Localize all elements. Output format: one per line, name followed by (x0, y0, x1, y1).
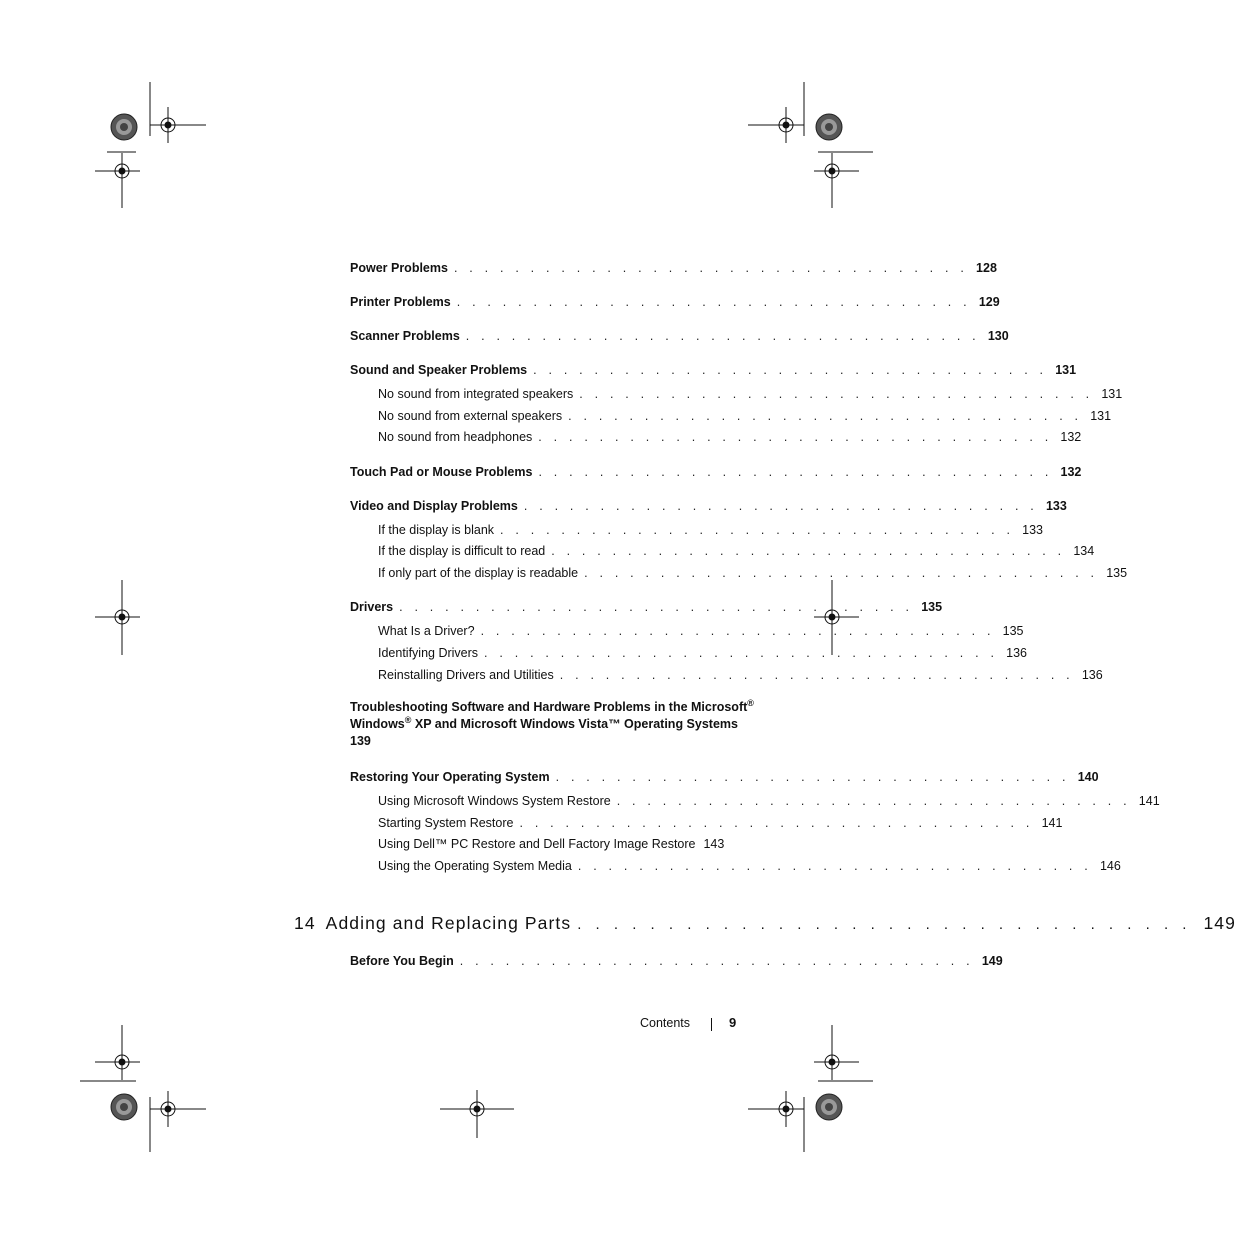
toc-entry-troubleshooting-software-hardware[interactable] (350, 697, 754, 750)
toc-entry-label: Touch Pad or Mouse Problems (350, 465, 533, 479)
dot-leader: . . . . . . . . . . . . . . . . . . . . . . . . . . . . . . . . . . (453, 261, 969, 275)
dot-leader: . . . . . . . . . . . . . . . . . . . . . . . . . . . . . . . . . . (616, 794, 1131, 808)
dot-leader: . . . . . . . . . . . . . . . . . . . . . . . . . . . . . . . . . . (555, 770, 1070, 784)
toc-entry-display-partial[interactable] (378, 565, 1128, 581)
toc-entry-identifying-drivers[interactable] (378, 645, 1027, 661)
toc-entry-page: 128 (976, 261, 997, 275)
toc-entry-page: 133 (1022, 523, 1043, 537)
toc-entry-label: Scanner Problems (350, 329, 460, 343)
toc-entry-page: 136 (1081, 668, 1103, 682)
toc-entry-reinstalling-drivers[interactable] (378, 667, 1103, 683)
dot-leader: . . . . . . . . . . . . . . . . . . . . . . . . . . . . . . . . . . (459, 954, 974, 968)
dot-leader: . . . . . . . . . . . . . . . . . . . . . . . . . . . . . . . . . . (465, 329, 980, 343)
footer-page-number: 9 (729, 1015, 737, 1030)
toc-entry-display-blank[interactable] (378, 522, 1043, 538)
toc-entry-label: What Is a Driver? (378, 624, 475, 638)
dot-leader: . . . . . . . . . . . . . . . . . . . . . . . . . . . . . . . . . . (579, 387, 1094, 401)
toc-entry-before-you-begin[interactable] (350, 953, 1003, 969)
toc-entry-label: Sound and Speaker Problems (350, 363, 528, 377)
toc-entry-touchpad-mouse[interactable] (350, 464, 1082, 480)
toc-entry-page: 134 (1073, 544, 1095, 558)
toc-entry-label: If the display is difficult to read (378, 544, 546, 558)
toc-entry-label: Reinstalling Drivers and Utilities (378, 668, 554, 682)
toc-entry-label-text: Windows (350, 717, 405, 731)
dot-leader: . . . . . . . . . . . . . . . . . . . . . . . . . . . . . . . . . . (584, 566, 1099, 580)
dot-leader: . . . . . . . . . . . . . . . . . . . . . . . . . . . . . . . . . . (568, 409, 1083, 423)
toc-entry-label: No sound from external speakers (378, 409, 563, 423)
toc-entry-page: 131 (1090, 409, 1112, 423)
toc-entry-page: 132 (1060, 465, 1082, 479)
dot-leader: . . . . . . . . . . . . . . . . . . . . . . . . . . . . . . . . . . (533, 363, 1048, 377)
registered-mark: ® (404, 714, 412, 725)
toc-entry-printer-problems[interactable] (350, 294, 1000, 310)
dot-leader: . . . . . . . . . . . . . . . . . . . . . . . . . . . . . . . . . . (399, 600, 914, 614)
toc-entry-page: 143 (703, 837, 725, 851)
toc-entry-display-difficult[interactable] (378, 543, 1095, 559)
toc-entry-power-problems[interactable] (350, 260, 997, 276)
dot-leader: . . . . . . . . . . . . . . . . . . . . . . . . . . . . . . . . . . (456, 295, 971, 309)
dot-leader: . . . . . . . . . . . . . . . . . . . . . . . . . . . . . . . . . . (538, 465, 1053, 479)
toc-entry-page: 135 (921, 600, 943, 614)
toc-entry-system-restore[interactable] (378, 793, 1160, 809)
toc-entry-page: 139 (350, 734, 371, 748)
dot-leader: . . . . . . . . . . . . . . . . . . . . . . . . . . . . . . . . . . (484, 646, 999, 660)
toc-entry-label: Printer Problems (350, 295, 451, 309)
footer-divider (711, 1018, 712, 1031)
toc-entry-integrated-speakers[interactable] (378, 386, 1123, 402)
toc-entry-label: Using the Operating System Media (378, 859, 572, 873)
toc-entry-page: 141 (1041, 816, 1063, 830)
toc-entry-label: Using Dell™ PC Restore and Dell Factory Image Restore (378, 837, 696, 851)
toc-entry-label: Using Microsoft Windows System Restore (378, 794, 611, 808)
toc-entry-page: 140 (1077, 770, 1099, 784)
toc-entry-page: 133 (1045, 499, 1067, 513)
toc-entry-restoring-os[interactable] (350, 769, 1099, 785)
toc-entry-page: 129 (978, 295, 1000, 309)
chapter-title: Adding and Replacing Parts (325, 913, 572, 933)
toc-entry-label-line-2 (350, 716, 750, 733)
toc-entry-page: 131 (1055, 363, 1077, 377)
dot-leader: . . . . . . . . . . . . . . . . . . . . . . . . . . . . . . . . . . (577, 859, 1092, 873)
toc-entry-label: Starting System Restore (378, 816, 514, 830)
toc-entry-page: 131 (1101, 387, 1123, 401)
dot-leader: . . . . . . . . . . . . . . . . . . . . . . . . . . . . . . . . . . (519, 816, 1034, 830)
toc-entry-label: Power Problems (350, 261, 448, 275)
dot-leader: . . . . . . . . . . . . . . . . . . . . . . . . . . . . . . . . . . (559, 668, 1074, 682)
toc-entry-scanner-problems[interactable] (350, 328, 1009, 344)
toc-entry-external-speakers[interactable] (378, 408, 1112, 424)
toc-entry-sound-speaker-problems[interactable] (350, 362, 1077, 378)
toc-entry-label-text: Troubleshooting Software and Hardware Problems in the Microsoft (350, 700, 748, 714)
toc-entry-dell-pc-restore[interactable] (378, 836, 725, 852)
toc-entry-drivers[interactable] (350, 599, 943, 615)
toc-entry-page: 135 (1106, 566, 1128, 580)
dot-leader: . . . . . . . . . . . . . . . . . . . . . . . . . . . . . . . . . . (480, 624, 995, 638)
toc-entry-label-text: XP and Microsoft Windows Vista™ Operating Systems (411, 717, 738, 731)
toc-entry-label: Identifying Drivers (378, 646, 479, 660)
toc-entry-label: Restoring Your Operating System (350, 770, 550, 784)
footer-section-label: Contents (640, 1016, 691, 1030)
dot-leader: . . . . . . . . . . . . . . . . . . . . . . . . . . . . . . . . . . (551, 544, 1066, 558)
toc-entry-page: 130 (987, 329, 1009, 343)
toc-entry-page: 146 (1099, 859, 1121, 873)
toc-entry-label: Drivers (350, 600, 394, 614)
toc-entry-page: 135 (1002, 624, 1024, 638)
toc-chapter-heading[interactable] (294, 913, 1236, 934)
toc-entry-label: If only part of the display is readable (378, 566, 579, 580)
toc-entry-starting-system-restore[interactable] (378, 815, 1063, 831)
toc-entry-what-is-driver[interactable] (378, 623, 1024, 639)
dot-leader: . . . . . . . . . . . . . . . . . . . . . . . . . . . . . . . . . . (577, 916, 1192, 933)
registered-mark: ® (747, 697, 754, 708)
toc-entry-label: Video and Display Problems (350, 499, 518, 513)
toc-entry-label: Before You Begin (350, 954, 454, 968)
toc-entry-label-line-1 (350, 697, 754, 716)
toc-entry-video-display[interactable] (350, 498, 1067, 514)
toc-entry-headphones[interactable] (378, 429, 1082, 445)
dot-leader: . . . . . . . . . . . . . . . . . . . . . . . . . . . . . . . . . . (523, 499, 1038, 513)
toc-entry-page: 136 (1006, 646, 1027, 660)
toc-entry-label: No sound from integrated speakers (378, 387, 574, 401)
toc-entry-page: 149 (981, 954, 1003, 968)
chapter-number: 14 (294, 913, 316, 933)
toc-entry-os-media[interactable] (378, 858, 1121, 874)
dot-leader: . . . . . . . . . . . . . . . . . . . . . . . . . . . . . . . . . . (500, 523, 1015, 537)
toc-entry-label: If the display is blank (378, 523, 495, 537)
chapter-page: 149 (1203, 913, 1236, 933)
toc-entry-page: 132 (1060, 430, 1082, 444)
toc-entry-page: 141 (1138, 794, 1160, 808)
dot-leader: . . . . . . . . . . . . . . . . . . . . . . . . . . . . . . . . . . (538, 430, 1053, 444)
toc-entry-label: No sound from headphones (378, 430, 533, 444)
